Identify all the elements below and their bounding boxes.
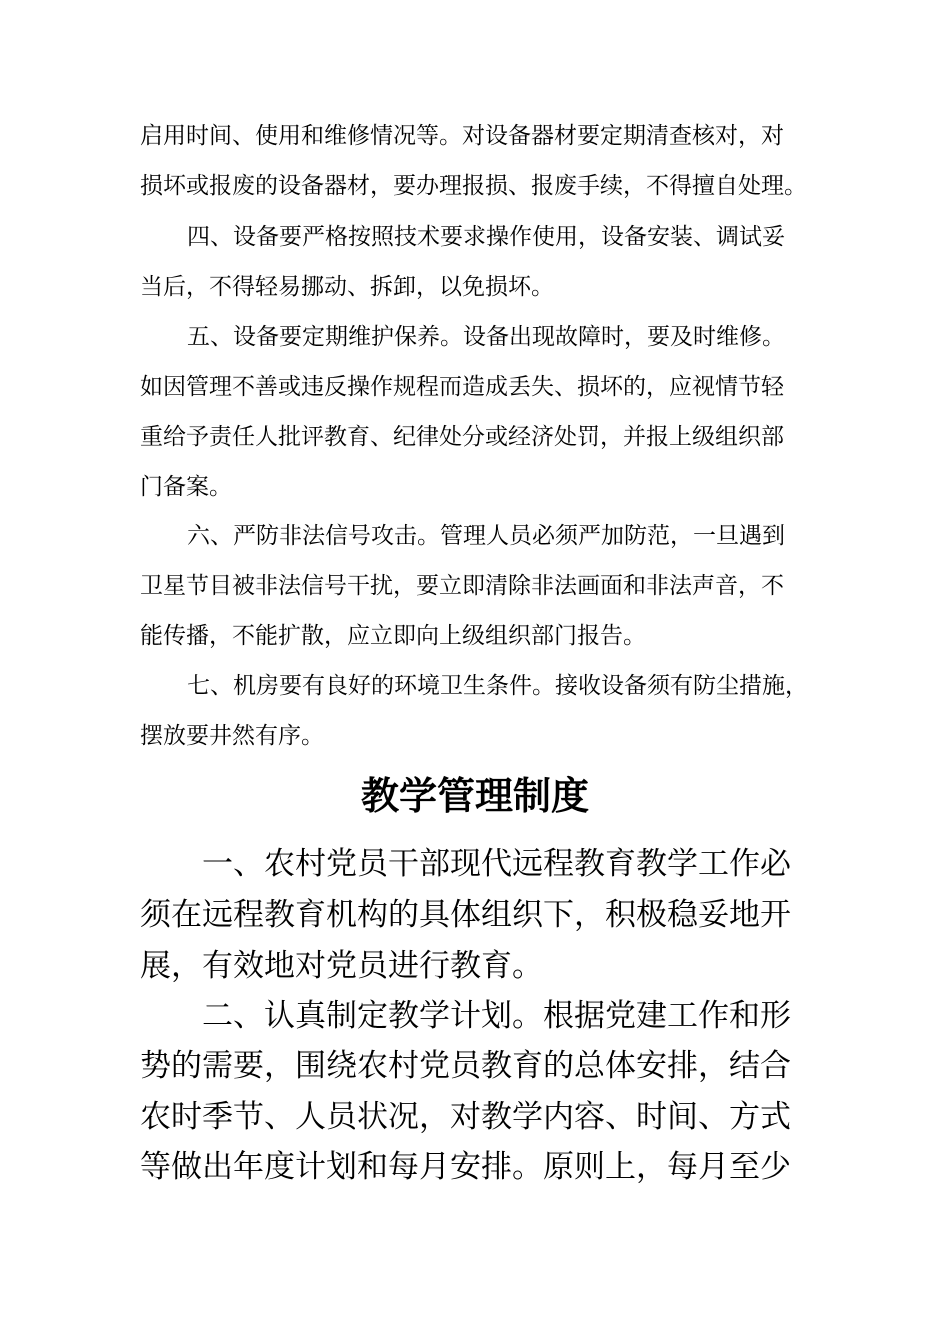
section-title: 教学管理制度 (360, 774, 589, 818)
paragraph-line: 农时季节、人员状况，对教学内容、时间、方式 (140, 1099, 791, 1135)
paragraph-line: 一、农村党员干部现代远程教育教学工作必 (202, 846, 791, 882)
paragraph-line: 七、机房要有良好的环境卫生条件。接收设备须有防尘措施， (187, 673, 808, 699)
paragraph-line: 四、设备要严格按照技术要求操作使用，设备安装、调试妥 (187, 224, 785, 250)
paragraph-line: 展，有效地对党员进行教育。 (140, 948, 543, 984)
paragraph-line: 五、设备要定期维护保养。设备出现故障时，要及时维修。 (187, 324, 785, 350)
paragraph-line: 二、认真制定教学计划。根据党建工作和形 (202, 998, 791, 1034)
paragraph-line: 须在远程教育机构的具体组织下，积极稳妥地开 (140, 897, 791, 933)
paragraph-line: 六、严防非法信号攻击。管理人员必须严加防范，一旦遇到 (187, 523, 785, 549)
paragraph-line: 门备案。 (140, 474, 232, 500)
paragraph-line: 能传播，不能扩散，应立即向上级组织部门报告。 (140, 623, 646, 649)
paragraph-line: 等做出年度计划和每月安排。原则上，每月至少 (140, 1149, 791, 1185)
paragraph-line: 当后，不得轻易挪动、拆卸，以免损坏。 (140, 274, 554, 300)
paragraph-line: 重给予责任人批评教育、纪律处分或经济处罚，并报上级组织部 (140, 424, 784, 450)
paragraph-line: 势的需要，围绕农村党员教育的总体安排，结合 (140, 1048, 791, 1084)
paragraph-line: 如因管理不善或违反操作规程而造成丢失、损坏的，应视情节轻 (140, 374, 784, 400)
paragraph-line: 卫星节目被非法信号干扰，要立即清除非法画面和非法声音，不 (140, 573, 784, 599)
paragraph-line: 摆放要井然有序。 (140, 723, 324, 749)
paragraph-line: 启用时间、使用和维修情况等。对设备器材要定期清查核对，对 (140, 123, 784, 149)
paragraph-line: 损坏或报废的设备器材，要办理报损、报废手续，不得擅自处理。 (140, 173, 807, 199)
